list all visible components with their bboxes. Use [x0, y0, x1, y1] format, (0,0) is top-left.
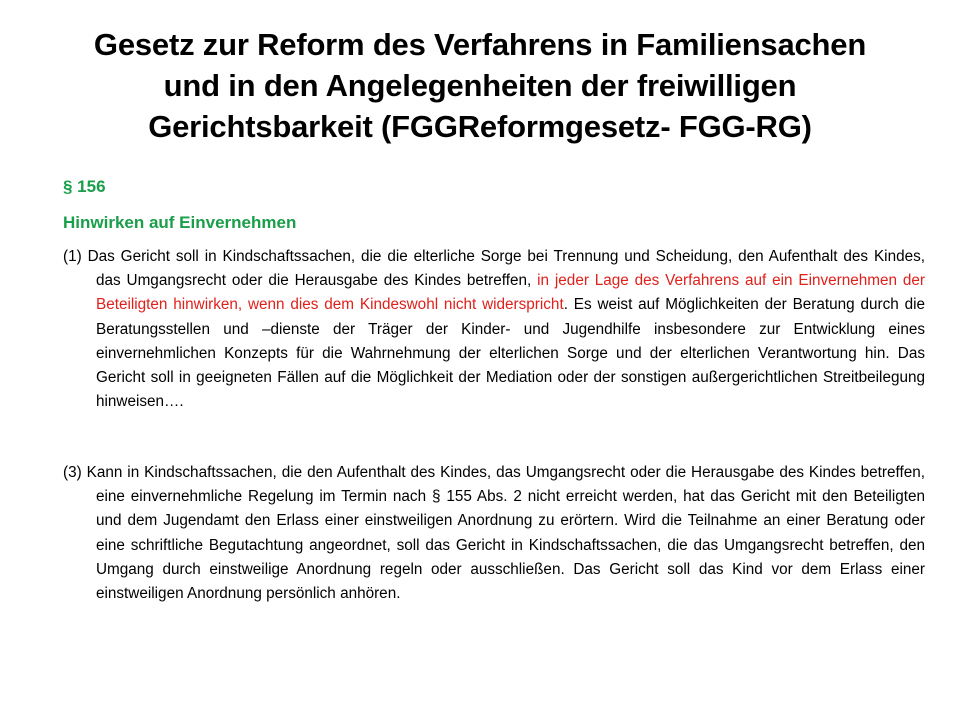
section-number: § 156 — [63, 177, 106, 196]
title-line-3: Gerichtsbarkeit (FGGReformgesetz- FGG-RG) — [148, 109, 812, 144]
paragraph-1-text: (1) Das Gericht soll in Kindschaftssachen, die die elterliche Sorge bei Trennung und Scheidung, den Aufenthalt des Kindes, das Umgangsrecht oder die Herausgabe des Kindes betreffen, — [63, 248, 925, 290]
title-line-2: und in den Angelegenheiten der freiwilligen — [163, 68, 797, 103]
title-line-1: Gesetz zur Reform des Verfahrens in Familiensachen — [93, 27, 867, 62]
section-heading: Hinwirken auf Einvernehmen — [63, 213, 297, 232]
page-title — [40, 24, 920, 147]
paragraph-3: (3) Kann in Kindschaftssachen, die den Aufenthalt des Kindes, das Umgangsrecht oder die Herausgabe des Kindes betreffen, eine einvernehmliche Regelung im Termin nach § 155 Abs. 2 nicht erreicht werden, hat das Gericht mit den Beteiligten und dem Jugendamt den Erlass einer einstweiligen Anordnung zu erörtern. Wird die Teilnahme an einer Beratung oder eine schriftliche Begutachtung angeordnet, soll das Gericht in Kindschaftssachen, die das Umgangsrecht betreffen, den Umgang durch einstweilige Anordnung regeln oder ausschließen. Das Gericht soll das Kind vor dem Erlass einer einstweiligen Anordnung persönlich anhören. — [63, 464, 925, 603]
paragraph-1-text-continued: . Es weist auf Möglichkeiten der Beratung durch die Beratungsstellen und –dienste der Träger der Kinder- und Jugendhilfe insbesondere zur Entwicklung eines einvernehmlichen Konzepts für die Wahrnehmung der elterlichen Sorge und der elterlichen Verantwortung hin. Das Gericht soll in geeigneten Fällen auf die Möglichkeit der Mediation oder der sonstigen außergerichtlichen Streitbeilegung hinweisen…. — [96, 296, 926, 411]
paragraph-1-highlight: in jeder Lage des Verfahrens auf ein Einvernehmen der Beteiligten hinwirken, wenn dies dem Kindeswohl nicht widerspricht — [96, 272, 925, 314]
paragraph-1 — [63, 245, 925, 414]
